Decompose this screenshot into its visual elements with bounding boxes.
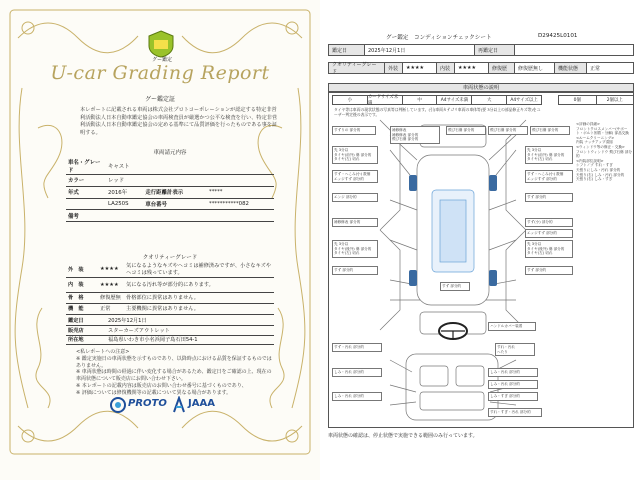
damage-annotation: すずりの 部分的	[332, 126, 376, 135]
sheet-footnote: 車両状態の確認は、停止状態で実施できる範囲のみ行っています。	[328, 433, 478, 439]
damage-annotation: 飛び石傷 部分的	[446, 126, 486, 135]
sheet-code: D29425L0101	[538, 33, 578, 39]
proto-logo-text: PROTO	[128, 398, 167, 409]
quality-grade-row: クオリティーグレード 外装 ★★★★ 内装 ★★★★ 修復歴 修復歴無し 機能状態 正常	[328, 62, 634, 74]
key-note: タイヤ等は車両の現状状態の写真等は判断しています。(引)車両カテゴリ車両の車体等(要 3分以上の部品修正キズ等)をユーザー判定後の表示です。	[334, 107, 541, 117]
table-row: 備考	[66, 210, 274, 222]
sheet-title: グー鑑定 コンディションチェックシート	[386, 35, 492, 41]
damage-annotation: しみ・汚れ 部分的	[332, 392, 382, 401]
damage-annotation: 補修修表 補修修表 部分的 飛び石傷 部分的	[390, 126, 440, 144]
goo-kantei-logo-icon	[147, 30, 175, 58]
vehicle-info-table	[66, 158, 274, 222]
damage-annotation: エッジすず 部分的	[525, 229, 573, 238]
car-right-side	[506, 120, 526, 230]
car-roof-glass	[440, 200, 466, 262]
appraisal-dealer-table	[66, 316, 274, 345]
damage-annotation: 先 3分以 タイヤ(前外) 傷 部分的 タイヤ(左) 切れ	[332, 146, 378, 164]
report-title: U-car Grading Report	[50, 62, 270, 84]
damage-annotation: すれ・すぎ・汚れ 部分的	[488, 408, 542, 417]
report-subtitle: グー鑑定証	[144, 96, 175, 103]
damage-annotation: すず 部分的	[440, 282, 470, 291]
damage-annotation: しみ・汚れ 部分的	[488, 380, 538, 389]
proto-logo-icon	[110, 397, 126, 413]
damage-count-key: 0個 2個以上	[558, 95, 634, 105]
damage-annotation: すず(小) 部分的	[525, 218, 573, 227]
front-seat-right	[456, 366, 484, 386]
vehicle-status-section-title: 車両状態の説明	[328, 83, 634, 92]
certification-paragraph: 本レポートに記載される車両は株式会社プロトコーポレーションが認定する特定非営利活動法人日本自動車鑑定協会の車両検査員が厳選かつ公平な検査を行い、特定非営利活動法人日本自動車鑑定協会の定める基準にて品質評価を行ったものである事を証明する。	[80, 107, 278, 136]
damage-annotation: しみ・汚れ 部分的	[488, 368, 538, 377]
table-row: 年式 2016年 走行距離計表示 *****	[66, 186, 274, 198]
quality-section-title: クオリティーグレード	[142, 255, 198, 261]
steering-wheel-icon	[439, 323, 467, 339]
table-row: 販売店 スターカーズアウトレット	[66, 326, 274, 336]
damage-annotation: すず 部分的	[525, 266, 573, 275]
damage-annotation: 補修修表 部分的	[332, 218, 378, 227]
damage-annotation: すず・へこみ(小) 数個 エッジすず 部分的	[525, 170, 573, 183]
table-row: カラー レッド	[66, 175, 274, 187]
table-row: 内 装 ★★★★ 気になる汚れ等が部分的にあります。	[66, 277, 274, 292]
damage-annotation: すず・へこみ(小) 数個 エッジすず 部分的	[332, 170, 378, 183]
table-row: 鑑定日 2025年12月1日	[66, 316, 274, 326]
damage-annotation: すず 部分的	[332, 266, 378, 275]
damage-annotation: しみ・汚れ 部分的	[332, 368, 382, 377]
damage-annotation: 先 3分以 タイヤ(後外) 傷 部分的 タイヤ(左) 切れ	[332, 240, 378, 258]
table-row: 外 装 ★★★★ 気になるようなキズやヘコミは補修済みですが、小さなキズやヘコミは残っています。	[66, 262, 274, 277]
frame-function-table	[66, 292, 274, 315]
table-row: 車名・グレード キャスト	[66, 158, 274, 175]
damage-annotation: 飛び石傷 部分的	[488, 126, 528, 135]
evaluation-details: <評価の詳細> フロントクロスメンバー(サポート・ボルト固着・分解) 部品交換 <ルームクリーニング> 内装 ナッチアップ清掃 <ウィンドウ等の修正・交換> フロントウィンドウ 飛び石傷 部分的 <内装部位説明> シフトノブ すれ・すぎ 天張りにしみ・汚れ 部分的 天張り(右) しみ・汚れ 部分的 天張り(右) しみ・すぎ	[576, 122, 632, 182]
rear-seat	[420, 392, 484, 410]
front-seat-left	[420, 366, 448, 386]
damage-annotation: 先 3分以 タイヤ(前外) 傷 部分的 タイヤ(左) 切れ	[525, 146, 573, 164]
damage-annotation: エンジ 部分的	[332, 193, 378, 202]
table-row: 所在地 福島県いわき市小名浜岡子島石田54-1	[66, 335, 274, 345]
vehicle-section-title: 車両請元内容	[153, 150, 187, 156]
damage-annotation: 飛び石傷 部分的	[530, 126, 570, 135]
brand-logos	[80, 395, 240, 415]
damage-annotation: すず 部分的	[525, 193, 573, 202]
damage-annotation: 先 3分以 タイヤ(後外) 傷 部分的 タイヤ(左) 切れ	[525, 240, 573, 258]
table-row: 骨 格 修復歴無 骨格部位に異常はありません。	[66, 292, 274, 303]
damage-annotation: しみ・すぎ 部分的	[488, 392, 538, 401]
jaaa-logo-text: JAAA	[188, 398, 215, 409]
damage-size-key: 小 カードサイズ未満 中 A4サイズ未満 大 A4サイズ以上	[332, 95, 542, 105]
table-row: 機 能 正常 主要機関に異常はありません。	[66, 303, 274, 314]
table-row: LA250S 車台番号 ***********082	[66, 198, 274, 210]
damage-annotation: すれ・汚れ へたり	[495, 343, 535, 356]
logo-caption: グー鑑定	[151, 57, 172, 63]
damage-annotation: ハンドルカバー装着	[488, 322, 536, 331]
condition-check-sheet	[320, 0, 640, 480]
report-notes: <私レポートへの注意> ※ 鑑定実施日の車両状態を示すものであり、以降時点における品質を保証するものではありません。 ※ 車両状態は時間の経過に伴い変化する場合があるため、鑑定日をご確認の上、現在の車両状態について販売店にお問い合わせ下さい。 ※ 本レポートの記載内容は販売店のお問い合わせ番号に基づくものであり、 ※ 評価については修復機関等の記載について異なる場合があります。	[76, 349, 272, 396]
appraisal-date-row: 鑑定日 2025年12月1日 再鑑定日	[328, 44, 634, 56]
quality-grade-table	[66, 262, 274, 293]
damage-annotation: すず・汚れ 部分的	[332, 343, 382, 352]
jaaa-logo-icon	[172, 396, 186, 414]
